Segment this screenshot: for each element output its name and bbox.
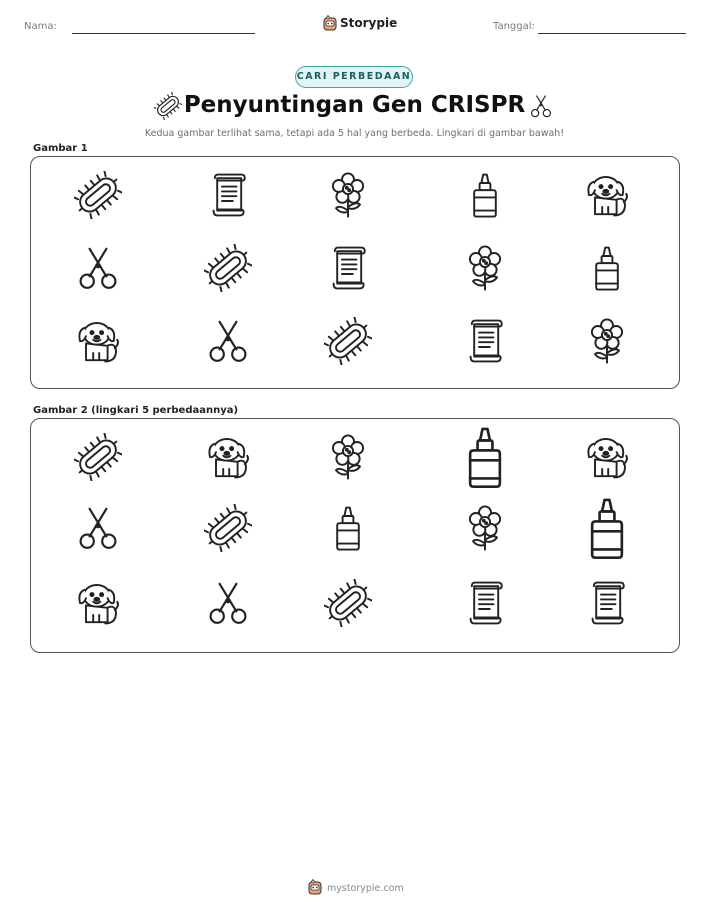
brand-logo (323, 14, 397, 32)
brand-name: Storypie (340, 16, 398, 30)
picture2-label: Gambar 2 (lingkari 5 perbedaannya) (33, 405, 239, 416)
flower-icon (461, 244, 509, 292)
worksheet-header (0, 14, 709, 44)
bottle-icon[interactable] (574, 495, 640, 561)
picture2-panel[interactable] (30, 418, 680, 653)
scissors-icon (204, 317, 252, 365)
scissors-icon[interactable] (74, 504, 122, 552)
picture1-label: Gambar 1 (33, 143, 88, 154)
bacteria-icon (74, 171, 122, 219)
bottle-icon[interactable] (452, 424, 518, 490)
bacteria-icon[interactable] (74, 433, 122, 481)
scissors-icon (528, 92, 554, 124)
storypie-logo-icon (323, 15, 337, 31)
storypie-logo-icon (308, 879, 322, 899)
page-title: Penyuntingan Gen CRISPR (183, 92, 526, 118)
scroll-icon[interactable] (583, 579, 631, 627)
scissors-icon[interactable] (204, 579, 252, 627)
name-line[interactable] (72, 33, 255, 34)
date-line[interactable] (538, 33, 686, 34)
scroll-icon (204, 171, 252, 219)
title-row (0, 90, 709, 124)
bottle-icon (583, 244, 631, 292)
footer (0, 879, 709, 899)
bacteria-icon (204, 244, 252, 292)
puppy-icon (74, 317, 122, 365)
puppy-icon[interactable] (74, 579, 122, 627)
flower-icon[interactable] (324, 433, 372, 481)
flower-icon (583, 317, 631, 365)
scroll-icon (324, 244, 372, 292)
puppy-icon[interactable] (583, 433, 631, 481)
bacteria-icon[interactable] (204, 504, 252, 552)
flower-icon (324, 171, 372, 219)
activity-badge: CARI PERBEDAAN (295, 66, 413, 88)
instructions-text: Kedua gambar terlihat sama, tetapi ada 5 hal yang berbeda. Lingkari di gambar bawah! (144, 128, 565, 139)
puppy-icon[interactable] (204, 433, 252, 481)
puppy-icon (583, 171, 631, 219)
scissors-icon (74, 244, 122, 292)
flower-icon[interactable] (461, 504, 509, 552)
scroll-icon[interactable] (461, 579, 509, 627)
picture1-panel (30, 156, 680, 389)
date-label: Tanggal: (493, 21, 535, 32)
bacteria-icon (324, 317, 372, 365)
scroll-icon (461, 317, 509, 365)
footer-url: mystorypie.com (327, 883, 404, 894)
bottle-icon (461, 171, 509, 219)
name-label: Nama: (24, 21, 57, 32)
bottle-icon[interactable] (324, 504, 372, 552)
bacteria-icon[interactable] (324, 579, 372, 627)
